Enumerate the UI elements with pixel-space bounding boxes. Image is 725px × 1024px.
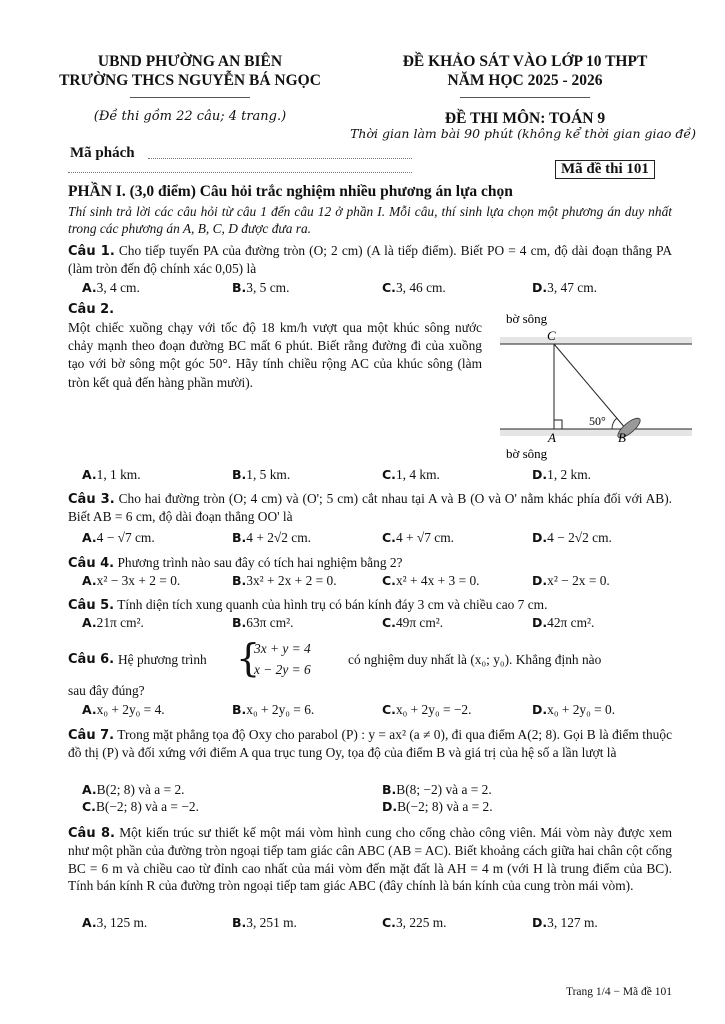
- part1-title: PHẦN I. (3,0 điểm) Câu hỏi trắc nghiệm nhiều phương án lựa chọn: [68, 183, 513, 200]
- q6-option-d[interactable]: D.x₀ + 2y₀ = 0.: [532, 702, 616, 717]
- q8-option-a[interactable]: A.3, 125 m.: [82, 915, 148, 930]
- q2-option-a[interactable]: A.1, 1 km.: [82, 467, 141, 482]
- q5-option-c[interactable]: C.49π cm².: [382, 615, 444, 630]
- page-footer: Trang 1/4 − Mã đề 101: [565, 986, 672, 998]
- q2-option-d[interactable]: D.1, 2 km.: [532, 467, 592, 482]
- q8-option-d[interactable]: D.3, 127 m.: [532, 915, 598, 930]
- question-5-label: Câu 5.: [68, 598, 115, 613]
- question-1-text: Cho tiếp tuyến PA của đường tròn (O; 2 cm) (A là tiếp điểm). Biết PO = 4 cm, độ dài đoạn thẳng PA (làm tròn đến độ chính xác 0,05) là: [68, 243, 672, 277]
- ma-phach-dotted-line-2: [68, 172, 412, 173]
- school-name: TRƯỜNG THCS NGUYỄN BÁ NGỌC: [59, 72, 321, 89]
- right-angle-mark: [554, 420, 562, 429]
- q3-option-a[interactable]: A.4 − √7 cm.: [82, 530, 155, 545]
- question-8: [68, 824, 672, 894]
- question-3-label: Câu 3.: [68, 492, 115, 507]
- q3-option-c[interactable]: C.4 + √7 cm.: [382, 530, 454, 545]
- ma-phach-dotted-line: [148, 158, 412, 159]
- question-5: [68, 596, 672, 614]
- question-4-text: Phương trình nào sau đây có tích hai nghiệm bằng 2?: [117, 555, 403, 570]
- q8-option-b[interactable]: B.3, 251 m.: [232, 915, 297, 930]
- q5-option-a[interactable]: A.21π cm².: [82, 615, 144, 630]
- question-2-text: Một chiếc xuồng chạy với tốc độ 18 km/h vượt qua một khúc sông nước chảy mạnh theo đoạn đường BC mất 6 phút. Biết rằng đường đi của xuồng tạo với bờ sông một góc 50°. Hãy tính chiều rộng AC của khúc sông (làm tròn kết quả đến hàng phần mười).: [68, 320, 482, 390]
- figure-top-bank-label: bờ sông: [506, 311, 548, 326]
- q1-option-a[interactable]: A.3, 4 cm.: [82, 280, 140, 295]
- question-6-label: Câu 6.: [68, 652, 115, 667]
- river-figure: [496, 308, 696, 463]
- q4-option-d[interactable]: D.x² − 2x = 0.: [532, 573, 610, 588]
- question-7-text: Trong mặt phẳng tọa độ Oxy cho parabol (P) : y = ax² (a ≠ 0), đi qua điểm A(2; 8). Gọi B là điểm thuộc đồ thị (P) và đối xứng với điểm A qua trục tung Oy, tọa độ của điểm B và giá trị của hệ số a lần lượt là: [68, 727, 673, 761]
- exam-title: ĐỀ KHẢO SÁT VÀO LỚP 10 THPT: [402, 53, 648, 70]
- part1-instruction: Thí sinh trả lời các câu hỏi từ câu 1 đến câu 12 ở phần I. Mỗi câu, thí sinh lựa chọn một phương án duy nhất trong các phương án A, B, C, D được đưa ra.: [68, 204, 672, 237]
- exam-subject: ĐỀ THI MÔN: TOÁN 9: [444, 110, 606, 127]
- school-authority: UBND PHƯỜNG AN BIÊN: [97, 53, 283, 70]
- question-5-text: Tính diện tích xung quanh của hình trụ có bán kính đáy 3 cm và chiều cao 7 cm.: [117, 597, 548, 612]
- question-4-label: Câu 4.: [68, 556, 115, 571]
- q7-option-b[interactable]: B.B(8; −2) và a = 2.: [382, 782, 492, 797]
- system-brace: {: [236, 636, 261, 680]
- question-6-text-after: có nghiệm duy nhất là (x₀; y₀). Khẳng định nào: [348, 652, 602, 667]
- exam-code-box: Mã đề thi 101: [555, 160, 655, 179]
- school-year: NĂM HỌC 2025 - 2026: [447, 72, 603, 89]
- figure-bottom-bank-label: bờ sông: [506, 446, 548, 461]
- header-left-rule: [130, 97, 250, 98]
- q3-option-d[interactable]: D.4 − 2√2 cm.: [532, 530, 612, 545]
- question-3-text: Cho hai đường tròn (O; 4 cm) và (O'; 5 cm) cắt nhau tại A và B (O và O' nằm khác phía đối với AB). Biết AB = 6 cm, độ dài đoạn thẳng OO' là: [68, 491, 672, 525]
- question-2-label: Câu 2.: [68, 302, 115, 317]
- question-6-text-cont: sau đây đúng?: [68, 683, 145, 698]
- q2-option-c[interactable]: C.1, 4 km.: [382, 467, 440, 482]
- q1-option-d[interactable]: D.3, 47 cm.: [532, 280, 597, 295]
- question-4: [68, 554, 672, 572]
- figure-point-b: B: [618, 430, 626, 445]
- system-equation-2: x − 2y = 6: [254, 662, 311, 677]
- q4-option-c[interactable]: C.x² + 4x + 3 = 0.: [382, 573, 480, 588]
- question-6-text-before: Hệ phương trình: [118, 652, 207, 667]
- q4-option-b[interactable]: B.3x² + 2x + 2 = 0.: [232, 573, 337, 588]
- q8-option-c[interactable]: C.3, 225 m.: [382, 915, 447, 930]
- bottom-bank-shade: [500, 429, 692, 436]
- ma-phach-label: Mã phách: [70, 145, 135, 161]
- question-3: [68, 490, 672, 526]
- q4-option-a[interactable]: A.x² − 3x + 2 = 0.: [82, 573, 181, 588]
- header-right-rule: [460, 97, 590, 98]
- q5-option-d[interactable]: D.42π cm².: [532, 615, 595, 630]
- system-equation-1: 3x + y = 4: [254, 641, 311, 656]
- question-8-label: Câu 8.: [68, 826, 115, 841]
- q6-option-c[interactable]: C.x₀ + 2y₀ = −2.: [382, 702, 472, 717]
- top-bank-shade: [500, 337, 692, 344]
- page-count-note: (Đề thi gồm 22 câu; 4 trang.): [93, 109, 287, 124]
- q7-option-a[interactable]: A.B(2; 8) và a = 2.: [82, 782, 185, 797]
- question-6: [68, 636, 672, 680]
- question-8-text: Một kiến trúc sư thiết kế một mái vòm hình cung cho cổng chào công viên. Mái vòm này được xem như một phần của đường tròn ngoại tiếp tam giác cân ABC (AB = AC). Biết khoảng cách giữa hai chân cột cổng BC = 6 m và chiều cao từ đỉnh cao nhất của mái vòm đến mặt đất là AH = 4 m (với H là trung điểm của BC). Tính bán kính R của đường tròn ngoại tiếp tam giác ABC (đây chính là bán kính của cung tròn mái vòm).: [68, 825, 672, 893]
- question-1: [68, 242, 672, 278]
- q5-option-b[interactable]: B.63π cm².: [232, 615, 294, 630]
- angle-arc: [612, 418, 617, 429]
- figure-point-c: C: [547, 328, 556, 343]
- question-7: [68, 726, 672, 762]
- q2-option-b[interactable]: B.1, 5 km.: [232, 467, 291, 482]
- figure-point-a: A: [548, 430, 556, 445]
- q3-option-b[interactable]: B.4 + 2√2 cm.: [232, 530, 312, 545]
- q1-option-c[interactable]: C.3, 46 cm.: [382, 280, 446, 295]
- question-7-options: [82, 781, 672, 817]
- question-1-label: Câu 1.: [68, 244, 115, 259]
- q6-option-a[interactable]: A.x₀ + 2y₀ = 4.: [82, 702, 165, 717]
- q1-option-b[interactable]: B.3, 5 cm.: [232, 280, 290, 295]
- q6-option-b[interactable]: B.x₀ + 2y₀ = 6.: [232, 702, 315, 717]
- q7-option-c[interactable]: C.B(−2; 8) và a = −2.: [82, 799, 199, 814]
- time-note: Thời gian làm bài 90 phút (không kể thời gian giao đề): [350, 126, 696, 141]
- question-7-label: Câu 7.: [68, 728, 115, 743]
- figure-angle-label: 50°: [589, 414, 606, 428]
- q7-option-d[interactable]: D.B(−2; 8) và a = 2.: [382, 799, 493, 814]
